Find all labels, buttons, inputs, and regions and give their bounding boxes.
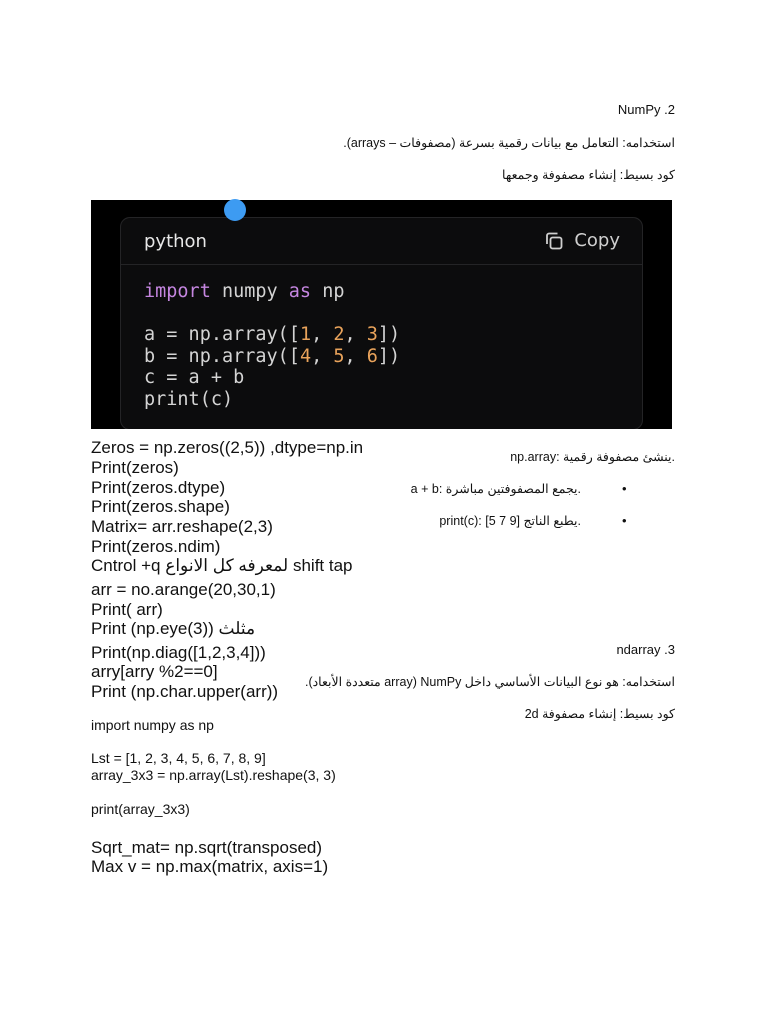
note-line: Cntrol +q لمعرفه كل الانواع shift tap	[91, 556, 353, 575]
note-line: arry[arry %2==0]	[91, 662, 218, 681]
note-line: Zeros = np.zeros((2,5)) ,dtype=np.in	[91, 438, 364, 457]
code-language-label: python	[144, 231, 207, 252]
section3-simple-code: كود بسيط: إنشاء مصفوفة 2d	[524, 707, 675, 721]
code-card-header	[121, 218, 642, 265]
note-line: Print(zeros)	[91, 458, 179, 477]
bullet1-marker: •	[622, 481, 627, 496]
copy-button[interactable]	[544, 230, 620, 251]
section2-heading: NumPy .2	[617, 102, 675, 117]
copy-icon	[544, 231, 564, 251]
section3-usage: استخدامه: هو نوع البيانات الأساسي داخل NumPy (array متعددة الأبعاد).	[304, 675, 675, 689]
code2-line-import: import numpy as np	[91, 717, 214, 733]
code-line-5: print(c)	[144, 388, 234, 410]
code2-line-print: print(array_3x3)	[91, 801, 190, 817]
code-card	[120, 217, 643, 429]
blue-marker-dot	[224, 199, 246, 221]
code-line-2: a = np.array([1, 2, 3])	[144, 324, 401, 345]
code-line-4: c = a + b	[144, 367, 245, 388]
section3-heading: ndarray .3	[616, 642, 675, 657]
tail-note-max: Max v = np.max(matrix, axis=1)	[91, 857, 329, 876]
note-line: Print(zeros.ndim)	[91, 537, 221, 556]
code-line-3: b = np.array([4, 5, 6])	[144, 345, 401, 367]
note-line: arr = no.arange(20,30,1)	[91, 580, 276, 599]
code-block	[144, 281, 400, 410]
section2-simple-code: كود بسيط: إنشاء مصفوفة وجمعها	[502, 168, 675, 182]
note-line: Print (np.eye(3)) مثلث	[91, 619, 256, 638]
note-line: Print(zeros.dtype)	[91, 478, 226, 497]
tail-note-sqrt: Sqrt_mat= np.sqrt(transposed)	[91, 838, 323, 857]
note-line: Print (np.char.upper(arr))	[91, 682, 279, 701]
note-line: Print(np.diag([1,2,3,4]))	[91, 643, 266, 662]
code-line-1: import numpy as np	[144, 281, 345, 302]
bullet2-text: print(c): يطبع الناتج [9 7 5].	[439, 514, 581, 528]
bullet2-marker: •	[622, 513, 627, 528]
note-line: Print( arr)	[91, 600, 163, 619]
copy-label: Copy	[574, 230, 620, 251]
section2-usage: استخدامه: التعامل مع بيانات رقمية بسرعة (مصفوفات – arrays).	[343, 136, 675, 150]
np-array-explanation: np.array: ينشئ مصفوفة رقمية.	[510, 450, 675, 464]
code2-line-list: Lst = [1, 2, 3, 4, 5, 6, 7, 8, 9]	[91, 750, 266, 766]
code2-line-reshape: array_3x3 = np.array(Lst).reshape(3, 3)	[91, 767, 336, 783]
code-screenshot	[91, 200, 672, 429]
note-line: Print(zeros.shape)	[91, 497, 230, 516]
bullet1-text: a + b: يجمع المصفوفتين مباشرة.	[410, 482, 581, 496]
note-line: Matrix= arr.reshape(2,3)	[91, 517, 273, 536]
